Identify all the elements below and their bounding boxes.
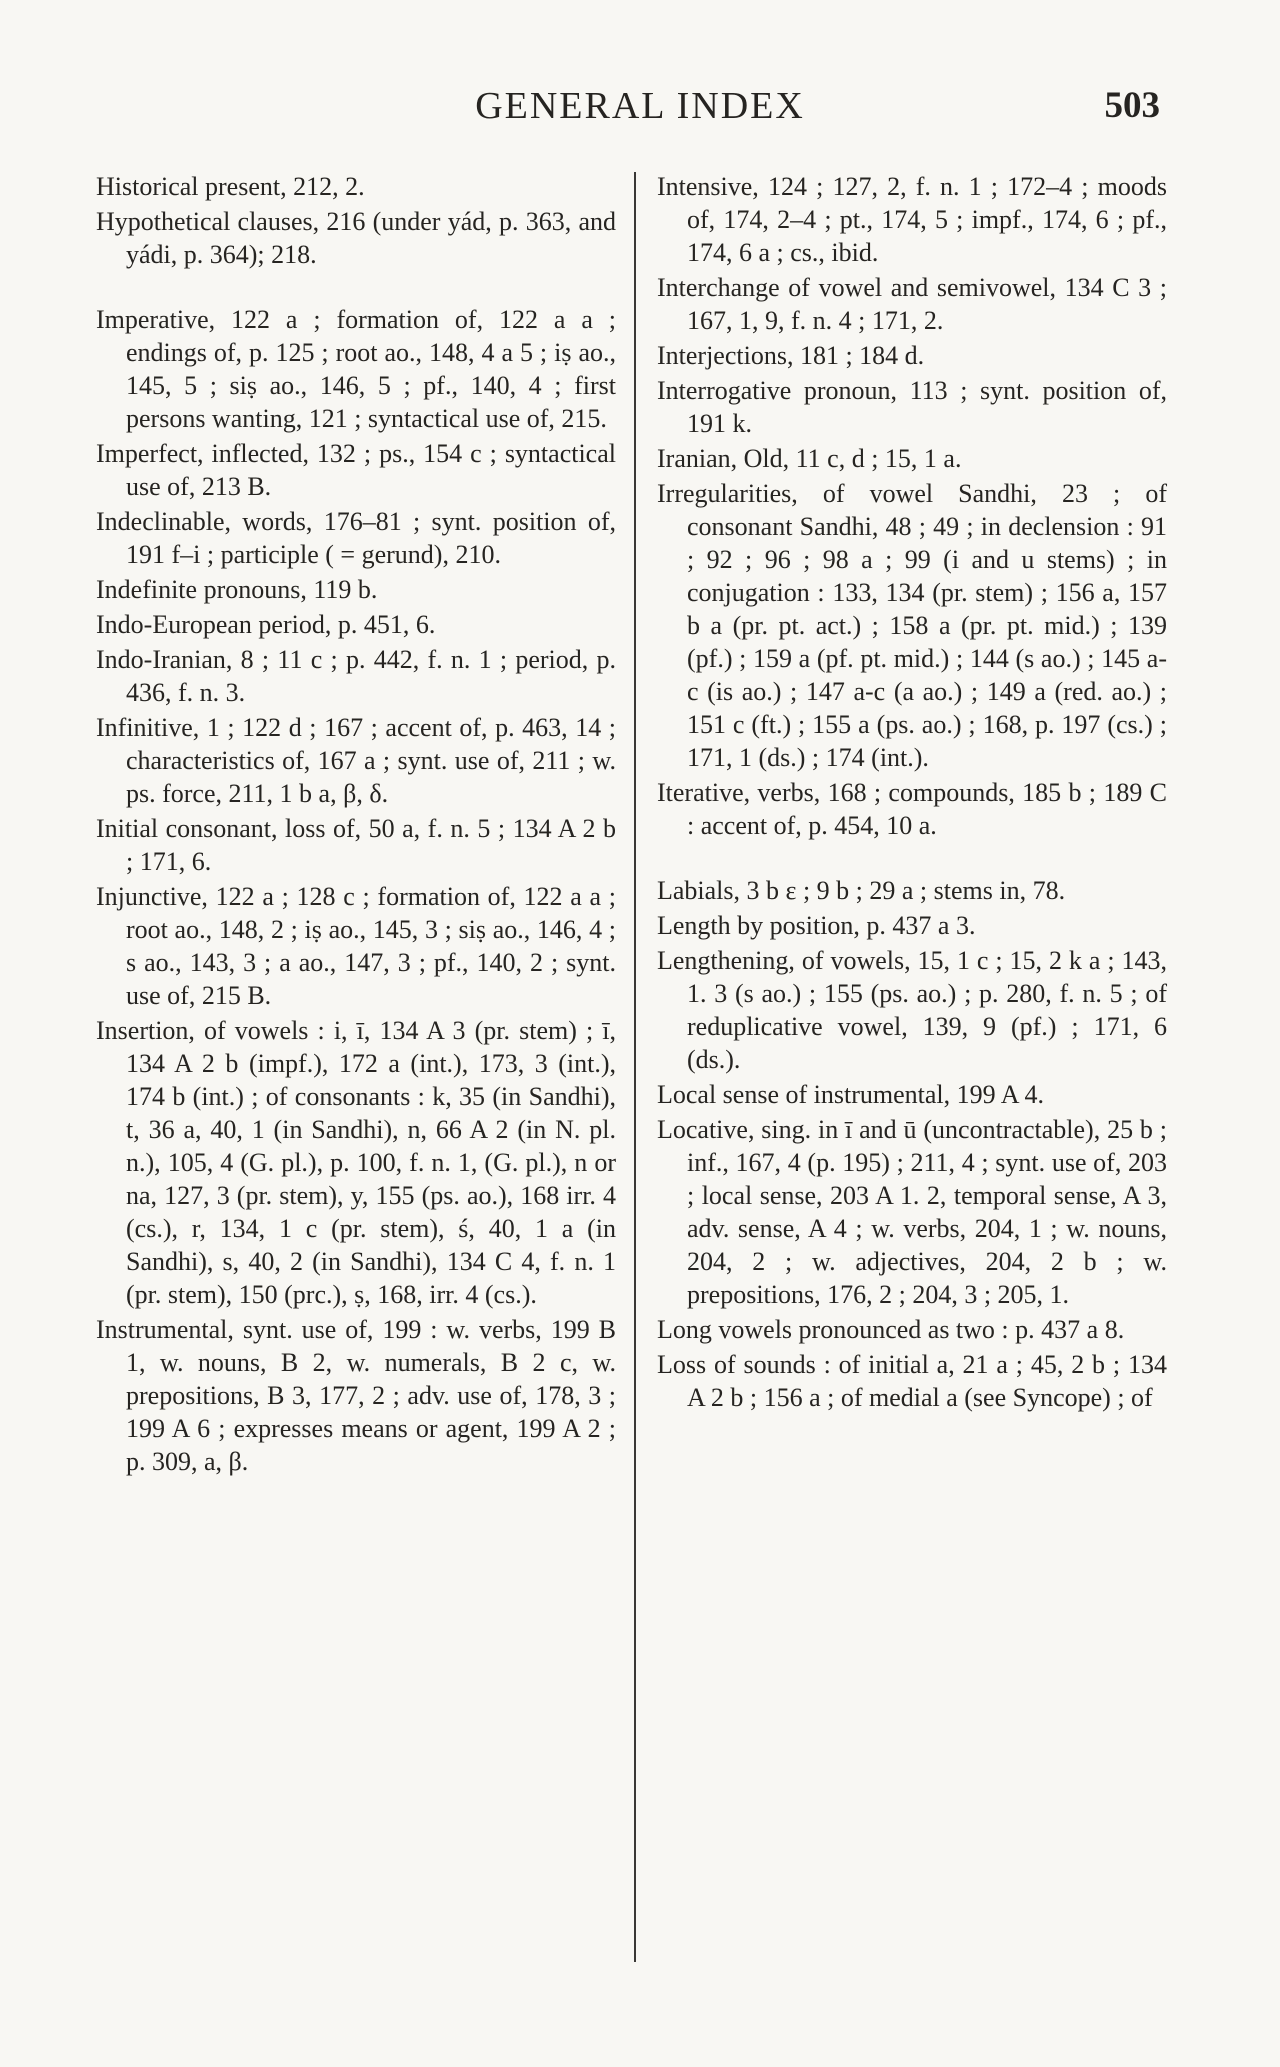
page-number: 503 — [1104, 85, 1160, 126]
index-entry: Loss of sounds : of initial a, 21 a ; 45, 2 b ; 134 A 2 b ; 156 a ; of medial a (see Syncope) ; of — [657, 1350, 1167, 1412]
index-entry: Imperfect, inflected, 132 ; ps., 154 c ; syntactical use of, 213 B. — [96, 439, 616, 501]
page-title: GENERAL INDEX — [475, 85, 805, 127]
index-entry: Injunctive, 122 a ; 128 c ; formation of, 122 a a ; root ao., 148, 2 ; iṣ ao., 145, 3 ; siṣ ao., 146, 4 ; s ao., 143, 3 ; a ao., 147, 3 ; pf., 140, 2 ; synt. use of, 215 B. — [96, 882, 616, 1010]
index-entry: Interchange of vowel and semivowel, 134 C 3 ; 167, 1, 9, f. n. 4 ; 171, 2. — [657, 273, 1167, 335]
index-entry: Indo-Iranian, 8 ; 11 c ; p. 442, f. n. 1 ; period, p. 436, f. n. 3. — [96, 645, 616, 707]
index-entry: Lengthening, of vowels, 15, 1 c ; 15, 2 k a ; 143, 1. 3 (s ao.) ; 155 (ps. ao.) ; p. 280, f. n. 5 ; of reduplicative vowel, 139, 9 (pf.) ; 171, 6 (ds.). — [657, 946, 1167, 1074]
right-column — [657, 170, 1167, 1416]
index-entry: Initial consonant, loss of, 50 a, f. n. 5 ; 134 A 2 b ; 171, 6. — [96, 814, 616, 876]
index-entry: Locative, sing. in ī and ū (uncontractable), 25 b ; inf., 167, 4 (p. 195) ; 211, 4 ; synt. use of, 203 ; local sense, 203 A 1. 2, temporal sense, A 3, adv. sense, A 4 ; w. verbs, 204, 1 ; w. nouns, 204, 2 ; w. adjectives, 204, 2 b ; w. prepositions, 176, 2 ; 204, 3 ; 205, 1. — [657, 1115, 1167, 1309]
left-column — [96, 170, 616, 1480]
index-entry: Imperative, 122 a ; formation of, 122 a a ; endings of, p. 125 ; root ao., 148, 4 a 5 ; iṣ ao., 145, 5 ; siṣ ao., 146, 5 ; pf., 140, 4 ; first persons wanting, 121 ; syntactical use of, 215. — [96, 305, 616, 433]
index-entry: Instrumental, synt. use of, 199 : w. verbs, 199 B 1, w. nouns, B 2, w. numerals, B 2 c, w. prepositions, B 3, 177, 2 ; adv. use of, 178, 3 ; 199 A 6 ; expresses means or agent, 199 A 2 ; p. 309, a, β. — [96, 1315, 616, 1476]
index-entry: Long vowels pronounced as two : p. 437 a 8. — [657, 1315, 1125, 1344]
index-entry: Indeclinable, words, 176–81 ; synt. position of, 191 f–i ; participle ( = gerund), 210. — [96, 507, 616, 569]
index-entry: Intensive, 124 ; 127, 2, f. n. 1 ; 172–4 ; moods of, 174, 2–4 ; pt., 174, 5 ; impf., 174, 6 ; pf., 174, 6 a ; cs., ibid. — [657, 172, 1167, 267]
index-entry: Indefinite pronouns, 119 b. — [96, 575, 378, 604]
index-entry: Interjections, 181 ; 184 d. — [657, 341, 925, 370]
index-entry: Length by position, p. 437 a 3. — [657, 911, 976, 940]
index-entry: Insertion, of vowels : i, ī, 134 A 3 (pr. stem) ; ī, 134 A 2 b (impf.), 172 a (int.), 173, 3 (int.), 174 b (int.) ; of consonants : k, 35 (in Sandhi), t, 36 a, 40, 1 (in Sandhi), n, 66 A 2 (in N. pl. n.), 105, 4 (G. pl.), p. 100, f. n. 1, (G. pl.), n or na, 127, 3 (pr. stem), y, 155 (ps. ao.), 168 irr. 4 (cs.), r, 134, 1 c (pr. stem), ś, 40, 1 a (in Sandhi), s, 40, 2 (in Sandhi), 134 C 4, f. n. 1 (pr. stem), 150 (prc.), ṣ, 168, irr. 4 (cs.). — [96, 1016, 616, 1309]
column-divider — [634, 172, 636, 1962]
index-entry: Historical present, 212, 2. — [96, 172, 365, 201]
index-entry: Iranian, Old, 11 c, d ; 15, 1 a. — [657, 444, 962, 473]
index-entry: Interrogative pronoun, 113 ; synt. position of, 191 k. — [657, 376, 1167, 438]
index-entry: Iterative, verbs, 168 ; compounds, 185 b ; 189 C : accent of, p. 454, 10 a. — [657, 778, 1167, 840]
index-entry: Local sense of instrumental, 199 A 4. — [657, 1080, 1045, 1109]
index-entry: Hypothetical clauses, 216 (under yád, p. 363, and yádi, p. 364); 218. — [96, 207, 616, 269]
index-entry: Labials, 3 b ε ; 9 b ; 29 a ; stems in, 78. — [657, 876, 1066, 905]
running-head — [0, 80, 1280, 130]
index-entry: Irregularities, of vowel Sandhi, 23 ; of consonant Sandhi, 48 ; 49 ; in declension : 91 ; 92 ; 96 ; 98 a ; 99 (i and u stems) ; in conjugation : 133, 134 (pr. stem) ; 156 a, 157 b a (pr. pt. act.) ; 158 a (pr. pt. mid.) ; 139 (pf.) ; 159 a (pf. pt. mid.) ; 144 (s ao.) ; 145 a-c (is ao.) ; 147 a-c (a ao.) ; 149 a (red. ao.) ; 151 c (ft.) ; 155 a (ps. ao.) ; 168, p. 197 (cs.) ; 171, 1 (ds.) ; 174 (int.). — [657, 479, 1167, 772]
index-entry: Indo-European period, p. 451, 6. — [96, 610, 436, 639]
index-entry: Infinitive, 1 ; 122 d ; 167 ; accent of, p. 463, 14 ; characteristics of, 167 a ; synt. use of, 211 ; w. ps. force, 211, 1 b a, β, δ. — [96, 713, 616, 808]
